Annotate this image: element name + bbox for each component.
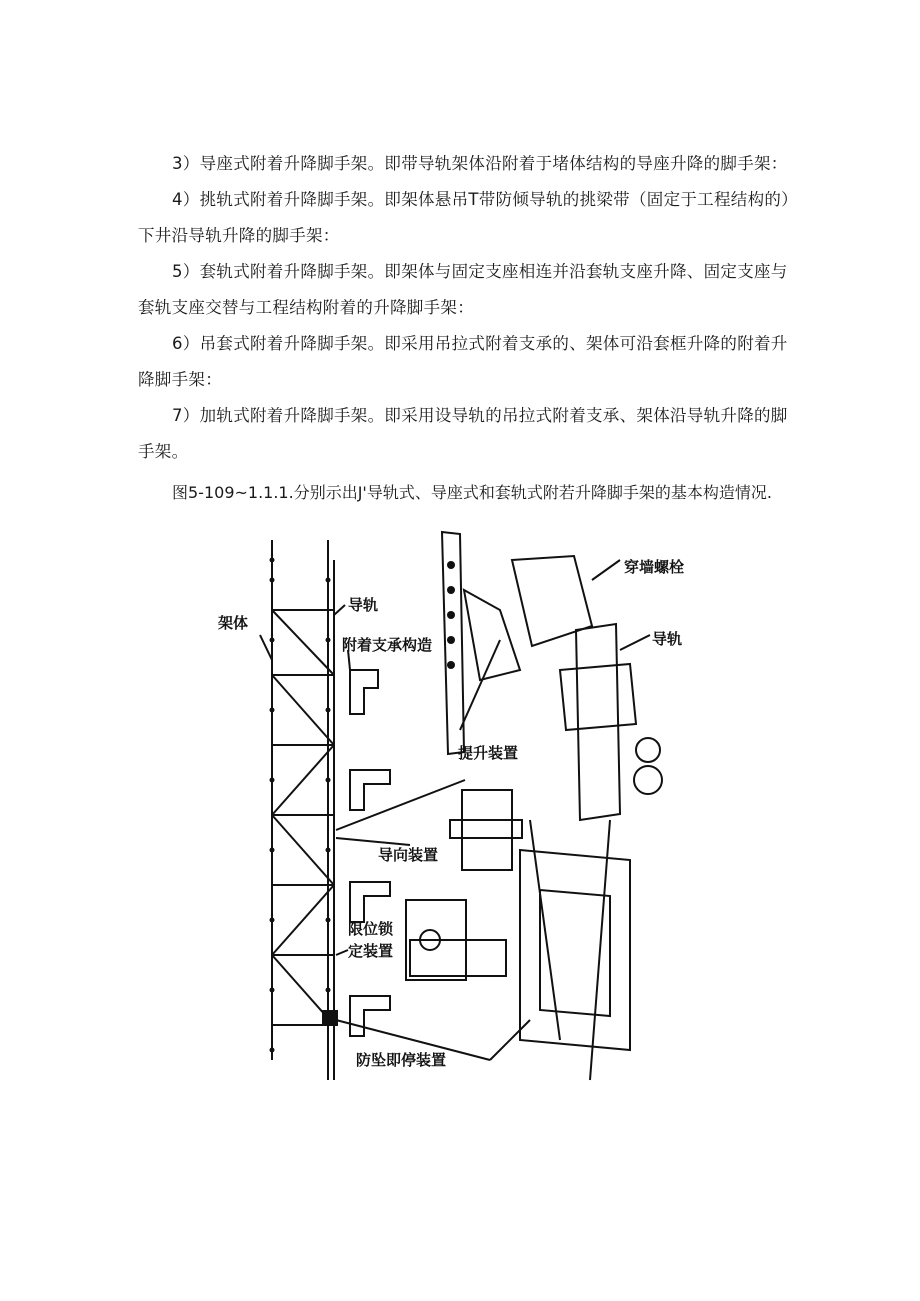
label-lift: 提升装置 xyxy=(458,744,519,762)
figure-caption: 图5-109~1.1.1.分别示出J'导轨式、导座式和套轨式附若升降脚手架的基本构造情况. xyxy=(172,483,772,502)
paragraph-6: 6）吊套式附着升降脚手架。即采用吊拉式附着支承的、架体可沿套框升降的附着升降脚手架： xyxy=(138,334,788,389)
label-limit-lock-1: 限位锁 xyxy=(348,920,394,938)
label-frame: 架体 xyxy=(218,614,249,632)
paragraph-4: 4）挑轨式附着升降脚手架。即架体悬吊T带防倾导轨的挑梁带（固定于工程结构的）下井沿导轨升降的脚手架： xyxy=(138,190,798,245)
scaffold-figure xyxy=(200,520,720,1090)
label-limit-lock-2: 定装置 xyxy=(348,942,394,960)
paragraph-3: 3）导座式附着升降脚手架。即带导轨架体沿附着于堵体结构的导座升降的脚手架： xyxy=(172,154,788,173)
label-anti-fall: 防坠即停装置 xyxy=(356,1051,447,1069)
label-guide-device: 导向装置 xyxy=(378,846,439,864)
paragraph-5: 5）套轨式附着升降脚手架。即架体与固定支座相连并沿套轨支座升降、固定支座与套轨支座交替与工程结构附着的升降脚手架： xyxy=(138,262,788,317)
label-guide-rail-right: 导轨 xyxy=(652,630,683,648)
scaffold-diagram xyxy=(200,520,720,1090)
paragraph-7: 7）加轨式附着升降脚手架。即采用设导轨的吊拉式附着支承、架体沿导轨升降的脚手架。 xyxy=(138,406,788,461)
label-through-bolt: 穿墙螺栓 xyxy=(624,558,685,576)
label-guide-rail-left: 导轨 xyxy=(348,596,379,614)
label-support: 附着支承构造 xyxy=(342,636,433,654)
